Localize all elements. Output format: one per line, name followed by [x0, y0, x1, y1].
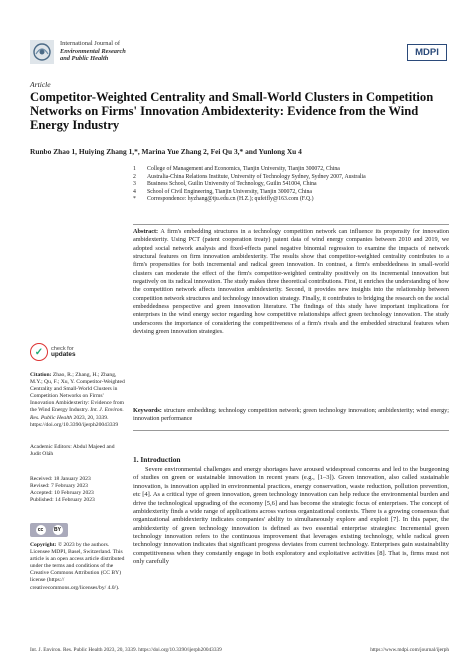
divider: [133, 224, 449, 225]
affiliation-item: 4 School of Civil Engineering, Tianjin University, Tianjin 300072, China: [133, 188, 313, 195]
published-date: Published: 14 February 2023: [30, 497, 95, 504]
accepted-date: Accepted: 10 February 2023: [30, 490, 94, 497]
cc-icon: cc: [36, 525, 46, 535]
affiliation-list: [133, 166, 453, 204]
citation-text: Zhao, R.; Zhang, H.; Zhang, M.Y.; Qu, F.; Xu, Y. Competitor-Weighted Centrality and Small-World Clusters in Competition Networks on Firms' Innovation Ambidexterity: Evidence from the Wind Energy Industry.: [30, 372, 125, 414]
copyright-text: © 2023 by the authors. Licensee MDPI, Basel, Switzerland. This article is an open access article distributed under the terms and conditions of the Creative Commons Attribution (CC BY) license (https:// creativecommons.org/licenses/by/ 4.0/).: [30, 542, 125, 591]
section-heading: 1. Introduction: [133, 455, 181, 464]
copyright-label: Copyright:: [30, 542, 57, 548]
citation-volume[interactable]: 2023, 20, 3339. https://doi.org/10.3390/ijerph20043339: [30, 414, 119, 428]
revised-date: Revised: 7 February 2023: [30, 483, 88, 490]
keywords-label: Keywords:: [133, 407, 162, 414]
check-for-updates-button[interactable]: [30, 342, 122, 362]
author-list: Runbo Zhao 1, Huiying Zhang 1,*, Marina Yue Zhang 2, Fei Qu 3,* and Yunlong Xu 4: [30, 147, 302, 156]
keywords-text: structure embedding; technology competition network; green technology innovation; ambidexterity; wind energy; innovation performance: [133, 407, 449, 423]
editors-block: [30, 444, 126, 458]
paragraph: Severe environmental challenges and energy shortages have aroused widespread concerns and led to the burgeoning of studies on green or sustainable innovation in recent years (e.g., [1–3]). Green innovation, also called sustainable innovation, is innovation applied in environmental practices, energy conservation, waste reduction, pollution prevention, etc [4]. As a critical type of green innovation, green technology innovation can help reduce the environmental burden and drive the technological upgrading of the economy [5,6] and has become the strategic focus of enterprises. The concept of ambidexterity finds a wide range of applications across various organizational contexts. There is a growing consensus that organizational ambidexterity indicates companies' ability to simultaneously explore and exploit [7]. In this paper, the ambidexterity of green technology innovation is defined as two essential enterprise strategies: Incremental green technology innovation refers to the continuous improvement that leverages existing technology, while radical green technology innovation indicates that significant progress deviates from current technology. Enterprises gain sustainability competitiveness when they constantly engage in both exploratory and exploitative activities [8]. That is, firms must not only carefully: [133, 466, 449, 566]
affiliation-item: 2 Australia-China Relations Institute, University of Technology Sydney, Sydney 2007, Australia: [133, 173, 366, 180]
footer-citation[interactable]: Int. J. Environ. Res. Public Health 2023, 20, 3339. https://doi.org/10.3390/ijerph20043339: [30, 647, 222, 653]
check-icon: ✓: [30, 343, 48, 361]
journal-name-line2: Environmental Research: [60, 47, 126, 55]
by-icon: BY: [54, 527, 61, 533]
introduction-body: [133, 466, 449, 567]
check-updates-line1: check for: [51, 345, 74, 352]
journal-name: [60, 40, 126, 63]
citation-block: [30, 372, 126, 429]
citation-journal: Int. J. Environ. Res. Public Health: [30, 407, 124, 421]
journal-name-line3: and Public Health: [60, 55, 109, 63]
abstract-text: A firm's embedding structures in a technology competition network can influence its propensity for innovation ambidexterity. Using PCT (patent cooperation treaty) patent data of wind energy companies between 2010 and 2019, we adopted social network analysis and fixed-effects panel negative binomial regression to examine the impacts of network structural features on firm innovation ambidexterity. The results show that competitor-weighted centrality contributes to a firm's propensities for both incremental and radical green innovation. In contrast, a firm's embeddedness in small-world clusters can moderate the effect of the firm's competitor-weighted centrality positively on its incremental innovation but negatively on its radical innovation. The study makes three theoretical contributions. First, it enriches the understanding of how the competition network affects innovation ambidexterity. Second, it provides new insights into the relationship between competition network structures and technology innovation strategy. Finally, it contributes to bridging the research on the social embeddedness perspective and green innovation literature. The findings of this study have important implications for enterprises in the wind energy sector regarding how competitive relationships affect green technology innovation. The study underscores the importance of considering the competitiveness of a firm's rivals and the embedded structural features when devising green innovation strategies.: [133, 228, 449, 336]
article-type: Article: [30, 80, 51, 89]
divider: [133, 430, 449, 431]
affiliation-item: 3 Business School, Guilin University of Technology, Guilin 541004, China: [133, 181, 317, 188]
cc-license-badge[interactable]: [30, 523, 68, 537]
publisher-logo: MDPI: [407, 44, 447, 61]
footer-journal-link[interactable]: https://www.mdpi.com/journal/ijerph: [370, 647, 449, 653]
editors-label: Academic Editors:: [30, 444, 72, 450]
journal-logo-icon: [30, 40, 54, 64]
affiliation-item: 1 College of Management and Economics, Tianjin University, Tianjin 300072, China: [133, 166, 340, 172]
editors-names: Abdul Majeed and Judit Oláh: [30, 444, 115, 458]
copyright-block: [30, 542, 126, 592]
journal-name-line1: International Journal of: [60, 40, 120, 47]
keywords: [133, 407, 449, 424]
correspondence: * Correspondence: hyzhang@tju.edu.cn (H.Z.); qufeifly@163.com (F.Q.): [133, 196, 314, 203]
check-updates-line2: updates: [51, 351, 76, 358]
citation-label: Citation:: [30, 372, 52, 378]
dates-block: [30, 476, 126, 504]
abstract: [133, 228, 449, 336]
abstract-label: Abstract:: [133, 228, 159, 235]
paper-title: Competitor-Weighted Centrality and Small-World Clusters in Competition Networks on Firms' Innovation Ambidexterity: Evidence from the Wind Energy Industry: [30, 90, 434, 132]
received-date: Received: 18 January 2023: [30, 476, 91, 482]
